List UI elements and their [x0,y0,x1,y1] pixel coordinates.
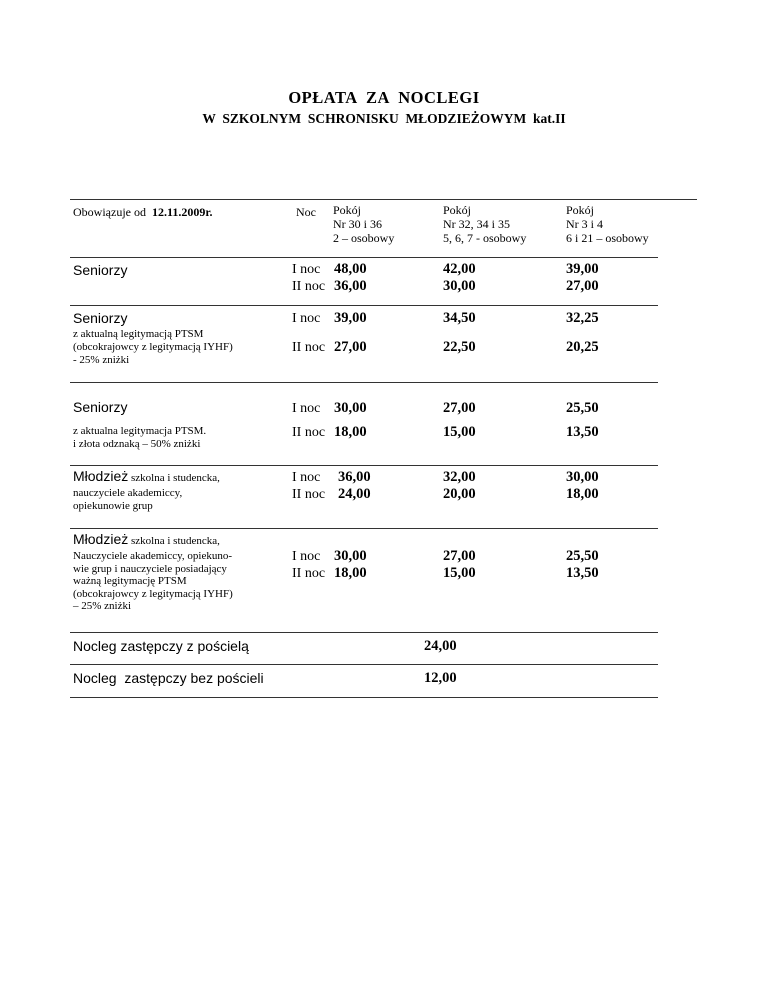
row2-col3-a: 32,25 [566,310,599,326]
header-noc: Noc [296,205,316,219]
row2-col2-b: 22,50 [443,339,476,355]
row1-col3: 39,00 27,00 [566,261,599,294]
row4-noc: I noc II noc [292,470,326,502]
row1-label: Seniorzy [73,262,128,278]
row4-col2: 32,00 20,00 [443,469,476,502]
row5-sub: Nauczyciele akademiccy, opiekuno- wie grup i nauczyciele posiadający ważną legitymację PTSM (obcokrajowcy z legitymacją IYHF) – 25% zniżki [73,550,233,612]
page-subtitle: W SZKOLNYM SCHRONISKU MŁODZIEŻOWYM kat.II [202,111,566,126]
row2-col1-a: 39,00 [334,310,367,326]
row1-col1: 48,00 36,00 [334,261,367,294]
row2-col1-b: 27,00 [334,339,367,355]
row3-label: Seniorzy [73,399,128,415]
row1-col2: 42,00 30,00 [443,261,476,294]
row3-col2-a: 27,00 [443,400,476,416]
row-rule [70,305,658,306]
row4-label: Młodzież szkolna i studencka, [73,468,220,484]
header-col3: Pokój Nr 3 i 4 6 i 21 – osobowy [566,203,649,245]
extra1-price: 24,00 [424,638,457,654]
valid-date: 12.11.2009r. [151,205,213,219]
row3-col3-a: 25,50 [566,400,599,416]
row2-col2-a: 34,50 [443,310,476,326]
row2-col3-b: 20,25 [566,339,599,355]
row-rule [70,465,658,466]
header-col2: Pokój Nr 32, 34 i 35 5, 6, 7 - osobowy [443,203,527,245]
row-rule [70,697,658,698]
extra1-label: Nocleg zastępczy z pościelą [73,638,249,654]
row3-col1-a: 30,00 [334,400,367,416]
header-col1: Pokój Nr 30 i 36 2 – osobowy [333,203,395,245]
row1-noc: I noc II noc [292,262,326,294]
row2-noc2: II noc [292,340,326,355]
row3-col2-b: 15,00 [443,424,476,440]
row4-col3: 30,00 18,00 [566,469,599,502]
row-rule [70,632,658,633]
row-rule [70,257,658,258]
row3-col1-b: 18,00 [334,424,367,440]
row2-sub: z aktualną legitymacją PTSM (obcokrajowcy z legitymacją IYHF) - 25% zniżki [73,328,233,366]
row2-label: Seniorzy [73,310,128,326]
header-rule [70,199,697,200]
row5-col2: 27,00 15,00 [443,548,476,581]
row2-noc1: I noc [292,311,321,326]
row4-col1: 36,00 24,00 [338,469,371,502]
row-rule [70,382,658,383]
row3-noc1: I noc [292,401,321,416]
row3-col3-b: 13,50 [566,424,599,440]
row5-col3: 25,50 13,50 [566,548,599,581]
extra2-label: Nocleg zastępczy bez pościeli [73,670,264,686]
extra2-price: 12,00 [424,670,457,686]
valid-from: Obowiązuje od 12.11.2009r. [73,205,213,219]
page-title: OPŁATA ZA NOCLEGI [288,88,480,107]
row-rule [70,528,658,529]
row3-sub: z aktualna legitymacja PTSM. i złota odznaką – 50% zniżki [73,425,207,450]
row5-col1: 30,00 18,00 [334,548,367,581]
row-rule [70,664,658,665]
row4-sub: nauczyciele akademiccy, opiekunowie grup [73,487,183,512]
row3-noc2: II noc [292,425,326,440]
row5-label: Młodzież szkolna i studencka, [73,531,220,547]
row5-noc: I noc II noc [292,549,326,581]
